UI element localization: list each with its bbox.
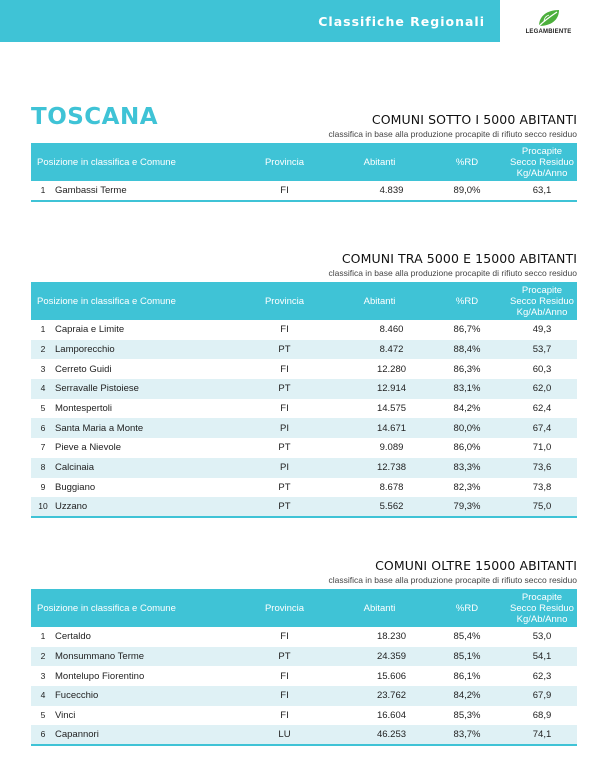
abitanti-cell: 8.472	[379, 344, 404, 356]
procapite-cell: 62,0	[532, 383, 552, 395]
rank-number: 6	[40, 729, 46, 740]
table-row	[31, 725, 577, 745]
logo-text: LEGAMBIENTE	[525, 28, 572, 35]
provincia-cell: PT	[278, 383, 291, 395]
header-band	[0, 0, 500, 42]
procapite-cell: 75,0	[532, 501, 552, 513]
comune-cell	[31, 458, 237, 478]
table-row	[31, 627, 577, 647]
rd-cell: 84,2%	[453, 690, 481, 702]
abitanti-cell: 8.678	[379, 481, 404, 493]
comune-cell	[31, 497, 237, 517]
rd-cell: 85,3%	[453, 710, 481, 722]
procapite-cell: 63,1	[532, 184, 552, 196]
abitanti-cell: 18.230	[376, 631, 407, 643]
rank-number: 1	[40, 184, 46, 195]
comune-name: Capannori	[55, 729, 99, 741]
legambiente-logo	[500, 0, 597, 42]
comune-cell	[31, 478, 237, 498]
table-row	[31, 181, 577, 201]
comune-cell	[31, 418, 237, 438]
table-row	[31, 706, 577, 726]
rank-number: 2	[40, 651, 46, 662]
rank-number: 10	[38, 501, 48, 512]
comune-name: Montelupo Fiorentino	[55, 670, 145, 682]
rd-cell: 88,4%	[453, 344, 481, 356]
table-header-row	[31, 282, 577, 320]
rd-cell: 86,0%	[453, 442, 481, 454]
top-header	[0, 0, 597, 42]
abitanti-cell: 9.089	[379, 442, 404, 454]
procapite-cell: 49,3	[532, 324, 552, 336]
header-title: Classifiche Regionali	[318, 13, 485, 29]
col-header-name: Posizione in classifica e Comune	[37, 602, 176, 614]
procapite-cell: 60,3	[532, 363, 552, 375]
procapite-cell: 73,8	[532, 481, 552, 493]
section-over-15000	[31, 558, 577, 746]
comune-name: Monsummano Terme	[55, 651, 145, 663]
rank-number: 6	[40, 422, 46, 433]
abitanti-cell: 23.762	[376, 690, 407, 702]
ranking-table	[31, 589, 577, 746]
table-row	[31, 379, 577, 399]
procapite-cell: 67,9	[532, 690, 552, 702]
provincia-cell: PI	[280, 422, 289, 434]
table-header-row	[31, 143, 577, 181]
procapite-cell: 67,4	[532, 422, 552, 434]
col-header-procapite: Procapite Secco Residuo Kg/Ab/Anno	[510, 145, 574, 179]
procapite-cell: 53,0	[532, 631, 552, 643]
rd-cell: 83,7%	[453, 729, 481, 741]
provincia-cell: FI	[280, 363, 289, 375]
procapite-cell: 71,0	[532, 442, 552, 454]
comune-cell	[31, 399, 237, 419]
procapite-cell: 62,3	[532, 670, 552, 682]
abitanti-cell: 15.606	[376, 670, 407, 682]
rd-cell: 86,7%	[453, 324, 481, 336]
table-row	[31, 359, 577, 379]
rd-cell: 83,1%	[453, 383, 481, 395]
procapite-cell: 74,1	[532, 729, 552, 741]
table-row	[31, 686, 577, 706]
comune-cell	[31, 627, 237, 647]
rd-cell: 82,3%	[453, 481, 481, 493]
table-row	[31, 497, 577, 517]
rank-number: 7	[40, 442, 46, 453]
comune-name: Buggiano	[55, 481, 96, 493]
comune-cell	[31, 438, 237, 458]
col-header-name: Posizione in classifica e Comune	[37, 156, 176, 168]
leaf-logo-icon	[535, 8, 563, 28]
procapite-cell: 62,4	[532, 403, 552, 415]
comune-name: Calcinaia	[55, 462, 95, 474]
table-header-row	[31, 589, 577, 627]
col-header-procapite: Procapite Secco Residuo Kg/Ab/Anno	[510, 284, 574, 318]
provincia-cell: LU	[278, 729, 291, 741]
col-header-name: Posizione in classifica e Comune	[37, 295, 176, 307]
col-header-prov: Provincia	[264, 295, 305, 307]
comune-name: Fucecchio	[55, 690, 99, 702]
rank-number: 5	[40, 403, 46, 414]
table-row	[31, 340, 577, 360]
rank-number: 8	[40, 462, 46, 473]
col-header-ab: Abitanti	[363, 156, 396, 168]
rd-cell: 80,0%	[453, 422, 481, 434]
col-header-prov: Provincia	[264, 156, 305, 168]
rank-number: 3	[40, 670, 46, 681]
provincia-cell: PT	[278, 651, 291, 663]
abitanti-cell: 14.575	[376, 403, 407, 415]
col-header-rd: %RD	[455, 156, 479, 168]
rd-cell: 85,4%	[453, 631, 481, 643]
col-header-rd: %RD	[455, 295, 479, 307]
rank-number: 3	[40, 363, 46, 374]
comune-name: Uzzano	[55, 501, 88, 513]
table-row	[31, 438, 577, 458]
comune-name: Montespertoli	[55, 403, 113, 415]
abitanti-cell: 12.914	[376, 383, 407, 395]
comune-name: Serravalle Pistoiese	[55, 383, 139, 395]
comune-name: Certaldo	[55, 631, 91, 643]
rd-cell: 84,2%	[453, 403, 481, 415]
provincia-cell: PT	[278, 501, 291, 513]
comune-name: Santa Maria a Monte	[55, 422, 144, 434]
section-subtitle: classifica in base alla produzione procapite di rifiuto secco residuo	[328, 129, 577, 139]
comune-cell	[31, 666, 237, 686]
rank-number: 5	[40, 710, 46, 721]
col-header-ab: Abitanti	[363, 295, 396, 307]
procapite-cell: 53,7	[532, 344, 552, 356]
comune-name: Gambassi Terme	[55, 184, 127, 196]
provincia-cell: PT	[278, 442, 291, 454]
section-5000-15000	[31, 251, 577, 518]
rank-number: 4	[40, 690, 46, 701]
rd-cell: 85,1%	[453, 651, 481, 663]
section-subtitle: classifica in base alla produzione procapite di rifiuto secco residuo	[328, 575, 577, 585]
table-row	[31, 418, 577, 438]
rank-number: 1	[40, 631, 46, 642]
comune-name: Lamporecchio	[55, 344, 115, 356]
comune-name: Vinci	[55, 710, 76, 722]
provincia-cell: FI	[280, 324, 289, 336]
comune-name: Capraia e Limite	[55, 324, 125, 336]
section-title: COMUNI SOTTO I 5000 ABITANTI	[371, 112, 577, 127]
comune-cell	[31, 320, 237, 340]
rank-number: 1	[40, 324, 46, 335]
procapite-cell: 54,1	[532, 651, 552, 663]
procapite-cell: 68,9	[532, 710, 552, 722]
ranking-table	[31, 282, 577, 518]
comune-cell	[31, 359, 237, 379]
provincia-cell: PT	[278, 481, 291, 493]
provincia-cell: PT	[278, 344, 291, 356]
rd-cell: 83,3%	[453, 462, 481, 474]
abitanti-cell: 8.460	[379, 324, 404, 336]
provincia-cell: FI	[280, 403, 289, 415]
abitanti-cell: 24.359	[376, 651, 407, 663]
abitanti-cell: 12.280	[376, 363, 407, 375]
section-title: COMUNI OLTRE 15000 ABITANTI	[375, 558, 577, 573]
abitanti-cell: 12.738	[376, 462, 407, 474]
rd-cell: 79,3%	[453, 501, 481, 513]
abitanti-cell: 14.671	[376, 422, 407, 434]
rank-number: 2	[40, 344, 46, 355]
comune-cell	[31, 686, 237, 706]
ranking-table	[31, 143, 577, 202]
col-header-rd: %RD	[455, 602, 479, 614]
rd-cell: 86,1%	[453, 670, 481, 682]
comune-cell	[31, 379, 237, 399]
comune-name: Cerreto Guidi	[55, 363, 112, 375]
rank-number: 4	[40, 383, 46, 394]
provincia-cell: FI	[280, 690, 289, 702]
comune-name: Pieve a Nievole	[55, 442, 122, 454]
abitanti-cell: 46.253	[376, 729, 407, 741]
provincia-cell: FI	[280, 670, 289, 682]
comune-cell	[31, 706, 237, 726]
col-header-ab: Abitanti	[363, 602, 396, 614]
provincia-cell: FI	[280, 631, 289, 643]
provincia-cell: FI	[280, 710, 289, 722]
table-row	[31, 666, 577, 686]
table-row	[31, 458, 577, 478]
section-subtitle: classifica in base alla produzione procapite di rifiuto secco residuo	[328, 268, 577, 278]
region-title: TOSCANA	[31, 104, 159, 130]
provincia-cell: PI	[280, 462, 289, 474]
rank-number: 9	[40, 481, 46, 492]
rd-cell: 86,3%	[453, 363, 481, 375]
comune-cell	[31, 340, 237, 360]
procapite-cell: 73,6	[532, 462, 552, 474]
table-row	[31, 478, 577, 498]
col-header-procapite: Procapite Secco Residuo Kg/Ab/Anno	[510, 591, 574, 625]
provincia-cell: FI	[280, 184, 289, 196]
section-under-5000	[31, 112, 577, 202]
col-header-prov: Provincia	[264, 602, 305, 614]
table-row	[31, 647, 577, 667]
abitanti-cell: 16.604	[376, 710, 407, 722]
comune-cell	[31, 181, 237, 201]
section-title: COMUNI TRA 5000 E 15000 ABITANTI	[341, 251, 577, 266]
abitanti-cell: 4.839	[379, 184, 404, 196]
comune-cell	[31, 725, 237, 745]
abitanti-cell: 5.562	[379, 501, 404, 513]
table-row	[31, 399, 577, 419]
table-row	[31, 320, 577, 340]
comune-cell	[31, 647, 237, 667]
rd-cell: 89,0%	[453, 184, 481, 196]
